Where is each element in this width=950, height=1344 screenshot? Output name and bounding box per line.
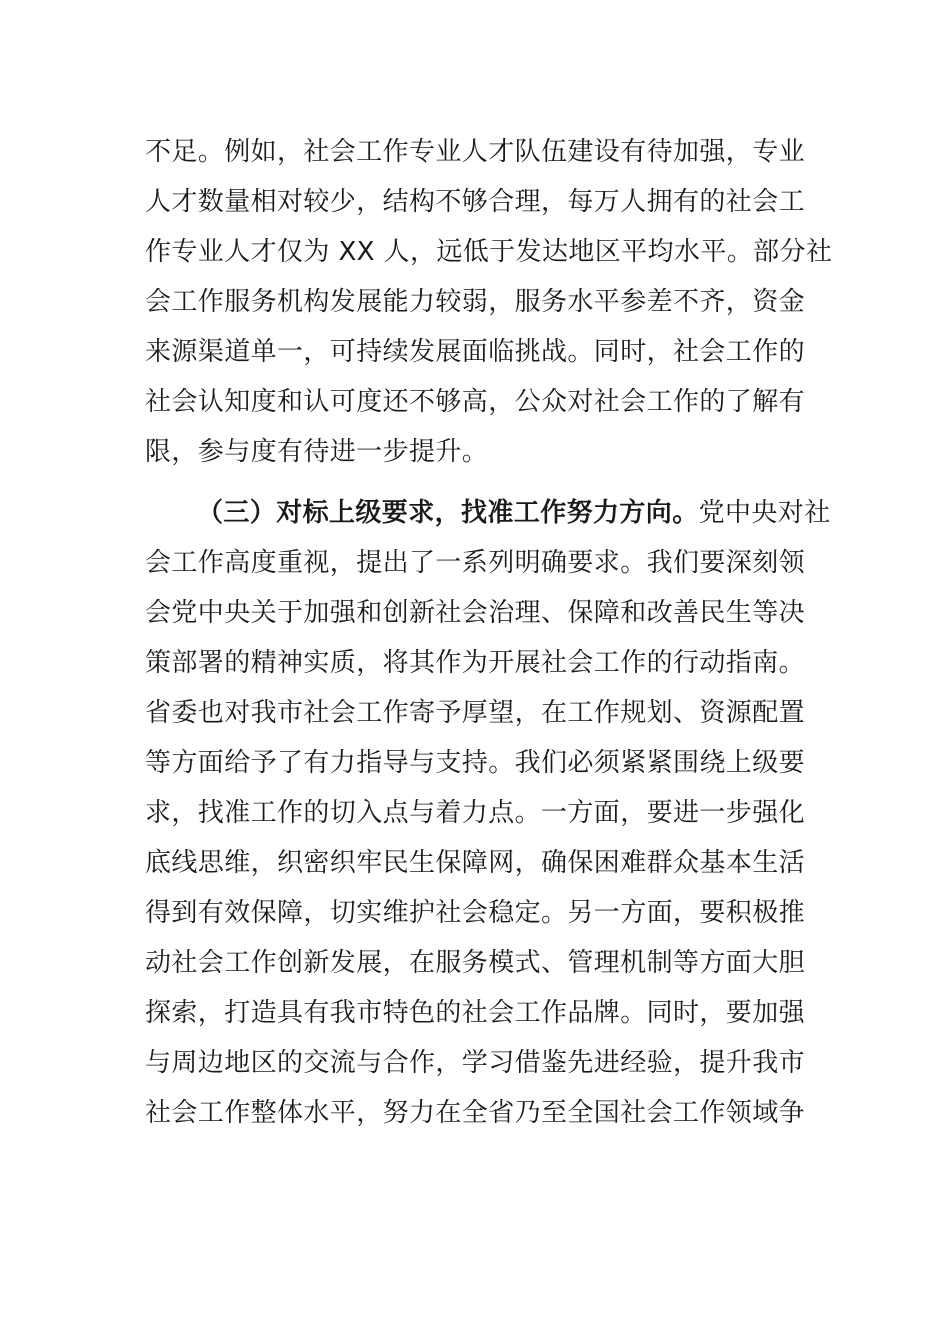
paragraph-line: 策部署的精神实质，将其作为开展社会工作的行动指南。 — [145, 648, 806, 678]
paragraph-line: 省委也对我市社会工作寄予厚望，在工作规划、资源配置 — [145, 698, 806, 728]
paragraph-line: 作专业人才仅为 XX 人，远低于发达地区平均水平。部分社 — [145, 237, 833, 267]
paragraph-line: 社会工作整体水平，努力在全省乃至全国社会工作领域争 — [145, 1098, 806, 1128]
paragraph-line: 限，参与度有待进一步提升。 — [145, 437, 489, 467]
paragraph-line: 得到有效保障，切实维护社会稳定。另一方面，要积极推 — [145, 898, 806, 928]
paragraph-line: 求，找准工作的切入点与着力点。一方面，要进一步强化 — [145, 798, 806, 828]
paragraph-line: 来源渠道单一，可持续发展面临挑战。同时，社会工作的 — [145, 337, 806, 367]
paragraph-first-line — [197, 496, 831, 530]
paragraph-line: 会工作服务机构发展能力较弱，服务水平参差不齐，资金 — [145, 287, 806, 317]
first-line-text: 党中央对社 — [698, 498, 831, 528]
paragraph-line: 社会认知度和认可度还不够高，公众对社会工作的了解有 — [145, 387, 806, 417]
paragraph-line: 人才数量相对较少，结构不够合理，每万人拥有的社会工 — [145, 187, 806, 217]
paragraph-line: 与周边地区的交流与合作，学习借鉴先进经验，提升我市 — [145, 1048, 806, 1078]
paragraph-line: 不足。例如，社会工作专业人才队伍建设有待加强，专业 — [145, 137, 806, 167]
section-heading: （三）对标上级要求，找准工作努力方向。 — [197, 498, 699, 528]
paragraph-line: 动社会工作创新发展，在服务模式、管理机制等方面大胆 — [145, 948, 806, 978]
paragraph-line: 会工作高度重视，提出了一系列明确要求。我们要深刻领 — [145, 548, 806, 578]
paragraph-line: 底线思维，织密织牢民生保障网，确保困难群众基本生活 — [145, 848, 806, 878]
paragraph-line: 等方面给予了有力指导与支持。我们必须紧紧围绕上级要 — [145, 748, 806, 778]
paragraph-line: 探索，打造具有我市特色的社会工作品牌。同时，要加强 — [145, 998, 806, 1028]
paragraph-line: 会党中央关于加强和创新社会治理、保障和改善民生等决 — [145, 598, 806, 628]
